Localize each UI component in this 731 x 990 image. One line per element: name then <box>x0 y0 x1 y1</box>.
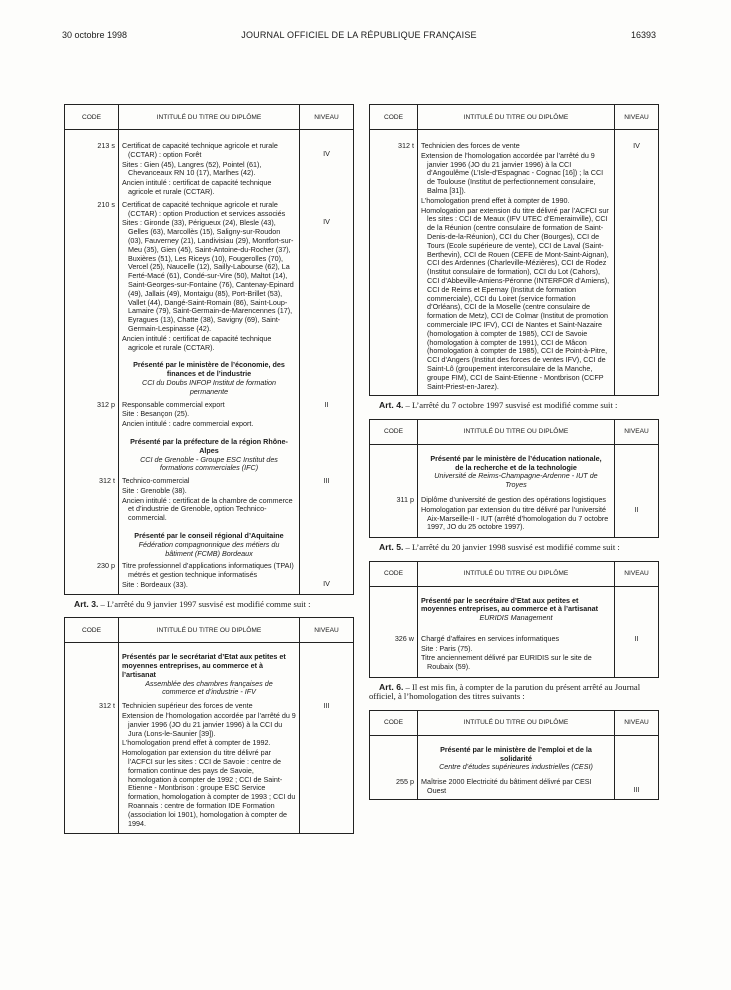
row-level: IV <box>633 141 640 150</box>
organisation-name: EURIDIS Management <box>479 613 553 623</box>
sites-text: Site : Bordeaux (33). <box>122 580 188 590</box>
row-level: II <box>634 633 639 643</box>
article-number: Art. 5. <box>379 542 404 553</box>
row-code: 312 p <box>65 397 119 430</box>
title-text: Responsable commercial export <box>122 399 225 409</box>
title-text: Technicien supérieur des forces de vente <box>122 701 253 711</box>
row-level: II <box>324 399 329 409</box>
article-number: Art. 3. <box>74 598 99 609</box>
row-title <box>119 397 300 430</box>
former-title-text: Ancien intitulé : certificat de la chambre de commerce et d’industrie de Grenoble, option Technico-commercial. <box>122 495 293 523</box>
section-heading: Présenté par le ministère de l’économie, des finances et de l’industrie <box>133 360 285 379</box>
homologation-text: Homologation par extension du titre délivré par l’université Aix-Marseille-II - IUT (arrêté d’homologation du 7 octobre 1997, JO du 25 octobre 1997). <box>421 504 609 532</box>
column-header-code: CODE <box>370 710 418 735</box>
left-column <box>64 104 354 834</box>
section-row <box>370 586 659 623</box>
row-level: II <box>634 504 639 514</box>
article-3 <box>64 600 354 609</box>
journal-title: JOURNAL OFFICIEL DE LA RÉPUBLIQUE FRANÇAISE <box>241 30 477 40</box>
column-header-title: INTITULÉ DU TITRE OU DIPLÔME <box>418 561 615 586</box>
section-cell <box>119 430 300 473</box>
row-level: III <box>633 785 640 795</box>
table-row <box>370 490 659 538</box>
column-header-level: NIVEAU <box>615 419 659 444</box>
column-header-level: NIVEAU <box>300 105 354 130</box>
row-level: IV <box>323 216 330 226</box>
row-title <box>119 473 300 524</box>
title-text: Certificat de capacité technique agricole et rurale (CCTAR) : option Production et services associés <box>122 199 286 218</box>
table-row <box>370 623 659 678</box>
section-row <box>370 735 659 772</box>
sites-text: Sites : Gironde (33), Périgueux (24), Blesle (43), Gelles (63), Marcollès (15), Saligny-sur-Roudon (03), Fauverney (21), Landivisiau (29), Montfort-sur-Meu (35), Gien (45), Saint-Antoine-du-Rocher (37), Buxières (51), Les Riceys (10), Fougerolles (70), Vercel (25), Naucelle (12), Sailly-Labourse (62), La Ferté-Macé (61), Condé-sur-Vire (50), Maltot (14), Saint-Georges-sur-Fontaine (76), Cantenay-Epinard (49), Jallais (49), Montaigu (85), Port-Brillet (53), Vallet (44), Dangé-Saint-Romain (86), Saint-Loup-Lamaire (79), Saint-Germain-de-Marencennes (17), Eyragues (13), Chatte (38), Savigny (69), Saint-Germain-Lespinasse (42). <box>122 218 294 333</box>
diploma-table <box>64 104 354 595</box>
row-code: 255 p <box>370 772 418 799</box>
former-title-text: Ancien intitulé : cadre commercial export. <box>122 419 254 429</box>
section-cell <box>119 524 300 558</box>
column-header-level: NIVEAU <box>615 561 659 586</box>
row-level: IV <box>323 579 330 589</box>
row-title <box>119 130 300 198</box>
sites-text: Site : Paris (75). <box>421 643 473 653</box>
page-number: 16393 <box>630 30 656 40</box>
title-text: Technico-commercial <box>122 476 190 486</box>
extension-text: Extension de l’homologation accordée par l’arrêté du 9 janvier 1996 (JO du 21 janvier 1996) à la CCI d’Angoulême (L’Isle-d’Espagnac - Cognac [16]) ; la CCI de Toulouse (Institut de perfectionnement consulaire, Balma [31]). <box>421 150 604 195</box>
column-header-title: INTITULÉ DU TITRE OU DIPLÔME <box>119 105 300 130</box>
section-cell <box>418 444 615 490</box>
issue-date: 30 octobre 1998 <box>62 30 128 40</box>
extension-text: Extension de l’homologation accordée par l’arrêté du 9 janvier 1996 (JO du 21 janvier 1996) à la CCI du Jura (Lons-le-Saunier [39]). <box>122 711 296 738</box>
row-title <box>418 490 615 538</box>
effect-text: L’homologation prend effet à compter de 1990. <box>421 195 570 205</box>
column-header-code: CODE <box>370 419 418 444</box>
homologation-text: Homologation par extension du titre délivré par l’ACFCI sur les sites : CCI de Meaux (IFV UTEC d’Emerainville), CCI de la Réunion (centre consulaire de formation de Saint-Denis-de-la-Réunion), CCI du Cher (Bourges), CCI de Tours (Ecole supérieure de vente), CCI de Laval (Saint-Berthevin), CCI de Rouen (CEFE de Mont-Saint-Aignan), CCI des Ardennes (Charleville-Mézières), CCI de Rodez (Institut consulaire de formation), CCI du Lot (Cahors), CCI d’Abbeville-Amiens-Péronne (INTERFOR d’Amiens), CCI de Reims et Epernay (Institut de formation commerciale), CCI du Loiret (service formation d’Orléans), CCI de la Moselle (centre consulaire de formation de Metz), CCI de Colmar (Institut de promotion commerciale IPC IFV), CCI de Nantes et Saint-Nazaire (homologation à compter de 1985), CCI de Savoie (homologation à compter de 1991), CCI de Mâcon (homologation à compter de 1985), CCI de Point-à-Pitre, CCI d’Angers (Institut des forces de ventes IFV), CCI de Saint-Lô (groupement interconsulaire de la Manche, groupe FIM), CCI de Saint-Etienne - Montbrison (CCFP Saint-Priest-en-Jarez). <box>421 205 610 391</box>
former-title-text: Ancien intitulé : certificat de capacité technique agricole et rurale (CCTAR). <box>122 178 272 196</box>
table-row <box>65 558 354 594</box>
sites-text: Site : Besançon (25). <box>122 409 190 419</box>
title-text: Titre professionnel d’applications informatiques (TPAI) métrés et gestion technique informatisés <box>122 561 294 580</box>
section-heading: Présentés par le secrétariat d’Etat aux petites et moyennes entreprises, au commerce et à l’artisanat <box>122 652 286 679</box>
organisation-name: CCI de Grenoble - Groupe ESC Institut des formations commerciales (IFC) <box>140 454 278 473</box>
page-header <box>62 30 656 44</box>
row-title <box>418 772 615 799</box>
section-heading: Présenté par le ministère de l’emploi et de la solidarité <box>440 744 592 763</box>
right-column <box>369 104 659 800</box>
table-row <box>65 397 354 430</box>
section-cell <box>418 735 615 772</box>
section-heading: Présenté par le secrétaire d’Etat aux petites et moyennes entreprises, au commerce et à l’artisanat <box>421 595 598 614</box>
table-row <box>65 697 354 834</box>
article-text: – L’arrêté du 7 octobre 1997 susvisé est modifié comme suit : <box>403 400 618 411</box>
section-cell <box>418 586 615 623</box>
organisation-name: CCI du Doubs INFOP Institut de formation permanente <box>142 377 276 396</box>
column-header-title: INTITULÉ DU TITRE OU DIPLÔME <box>418 419 615 444</box>
row-title <box>418 623 615 678</box>
section-cell <box>119 353 300 396</box>
column-header-code: CODE <box>370 561 418 586</box>
row-level: III <box>323 476 330 486</box>
table-row <box>65 198 354 354</box>
title-text: Technicien des forces de vente <box>421 141 520 150</box>
row-code: 213 s <box>65 130 119 198</box>
title-text: Maîtrise 2000 Electricité du bâtiment délivré par CESI Ouest <box>421 777 592 796</box>
column-header-title: INTITULÉ DU TITRE OU DIPLÔME <box>418 710 615 735</box>
section-row <box>65 430 354 473</box>
former-title-text: Ancien intitulé : certificat de capacité technique agricole et rurale (CCTAR). <box>122 333 272 352</box>
article-number: Art. 6. <box>379 682 404 693</box>
diploma-table <box>369 561 659 679</box>
section-row <box>65 643 354 697</box>
row-code: 312 t <box>370 130 418 396</box>
row-title <box>119 697 300 834</box>
article-text: – L’arrêté du 9 janvier 1997 susvisé est modifié comme suit : <box>98 598 311 609</box>
column-header-code: CODE <box>65 618 119 643</box>
diploma-table <box>64 617 354 834</box>
column-header-level: NIVEAU <box>615 710 659 735</box>
table-row <box>370 772 659 799</box>
table-row <box>65 130 354 198</box>
row-level: III <box>323 701 330 711</box>
organisation-name: Assemblée des chambres françaises de commerce et d’industrie - IFV <box>145 678 273 697</box>
row-title <box>119 558 300 594</box>
table-row <box>370 130 659 396</box>
title-text: Chargé d’affaires en services informatiques <box>421 633 560 643</box>
column-header-title: INTITULÉ DU TITRE OU DIPLÔME <box>418 105 615 130</box>
column-header-code: CODE <box>370 105 418 130</box>
section-row <box>370 444 659 490</box>
row-title <box>119 198 300 354</box>
article-text: – L’arrêté du 20 janvier 1998 susvisé est modifié comme suit : <box>403 542 620 553</box>
article-4 <box>369 401 659 410</box>
section-heading: Présenté par le ministère de l’éducation nationale, de la recherche et de la technologie <box>430 453 602 472</box>
organisation-name: Centre d’études supérieures industrielles (CESI) <box>439 762 593 772</box>
row-code: 312 t <box>65 473 119 524</box>
section-cell <box>119 643 300 697</box>
effect-text: L’homologation prend effet à compter de 1992. <box>122 738 271 748</box>
article-6 <box>369 683 659 702</box>
section-row <box>65 353 354 396</box>
homologation-text: Homologation par extension du titre délivré par l’ACFCI sur les sites : CCI de Savoie : centre de formation continue des pays de Savoie, homologation à compter de 1992 ; CCI de Saint-Etienne - Montbrison : groupe ESC Service formation, homologation à compter de 1993 ; CCI du Roannais : centre de formation IDE Formation (association loi 1901), homologation à compter de 1994. <box>122 748 296 828</box>
row-code: 312 t <box>65 697 119 834</box>
row-level: IV <box>323 149 330 158</box>
organisation-name: Université de Reims-Champagne-Ardenne - IUT de Troyes <box>434 471 598 490</box>
section-heading: Présenté par la préfecture de la région Rhône-Alpes <box>130 436 288 455</box>
row-title <box>418 130 615 396</box>
section-heading: Présenté par le conseil régional d’Aquitaine <box>134 531 284 541</box>
row-code: 326 w <box>370 623 418 678</box>
title-text: Diplôme d’université de gestion des opérations logistiques <box>421 494 606 504</box>
title-text: Certificat de capacité technique agricole et rurale (CCTAR) : option Forêt <box>122 141 278 159</box>
article-5 <box>369 543 659 552</box>
organisation-name: Fédération compagnonnique des métiers du bâtiment (FCMB) Bordeaux <box>138 539 280 558</box>
row-code: 210 s <box>65 198 119 354</box>
row-code: 311 p <box>370 490 418 538</box>
sites-text: Sites : Gien (45), Langres (52), Pointel (61), Chevanceaux RN 10 (17), Marlhes (42). <box>122 159 262 178</box>
row-code: 230 p <box>65 558 119 594</box>
section-row <box>65 524 354 558</box>
diploma-table <box>369 710 659 800</box>
column-header-title: INTITULÉ DU TITRE OU DIPLÔME <box>119 618 300 643</box>
diploma-table <box>369 104 659 396</box>
column-header-code: CODE <box>65 105 119 130</box>
sites-text: Site : Grenoble (38). <box>122 485 187 495</box>
table-row <box>65 473 354 524</box>
column-header-level: NIVEAU <box>615 105 659 130</box>
article-number: Art. 4. <box>379 400 404 411</box>
article-text: – Il est mis fin, à compter de la parution du présent arrêté au Journal officiel, à l’homologation des titres suivants : <box>369 682 641 702</box>
former-site-text: Titre anciennement délivré par EURIDIS sur le site de Roubaix (59). <box>421 653 592 672</box>
diploma-table <box>369 419 659 538</box>
column-header-level: NIVEAU <box>300 618 354 643</box>
